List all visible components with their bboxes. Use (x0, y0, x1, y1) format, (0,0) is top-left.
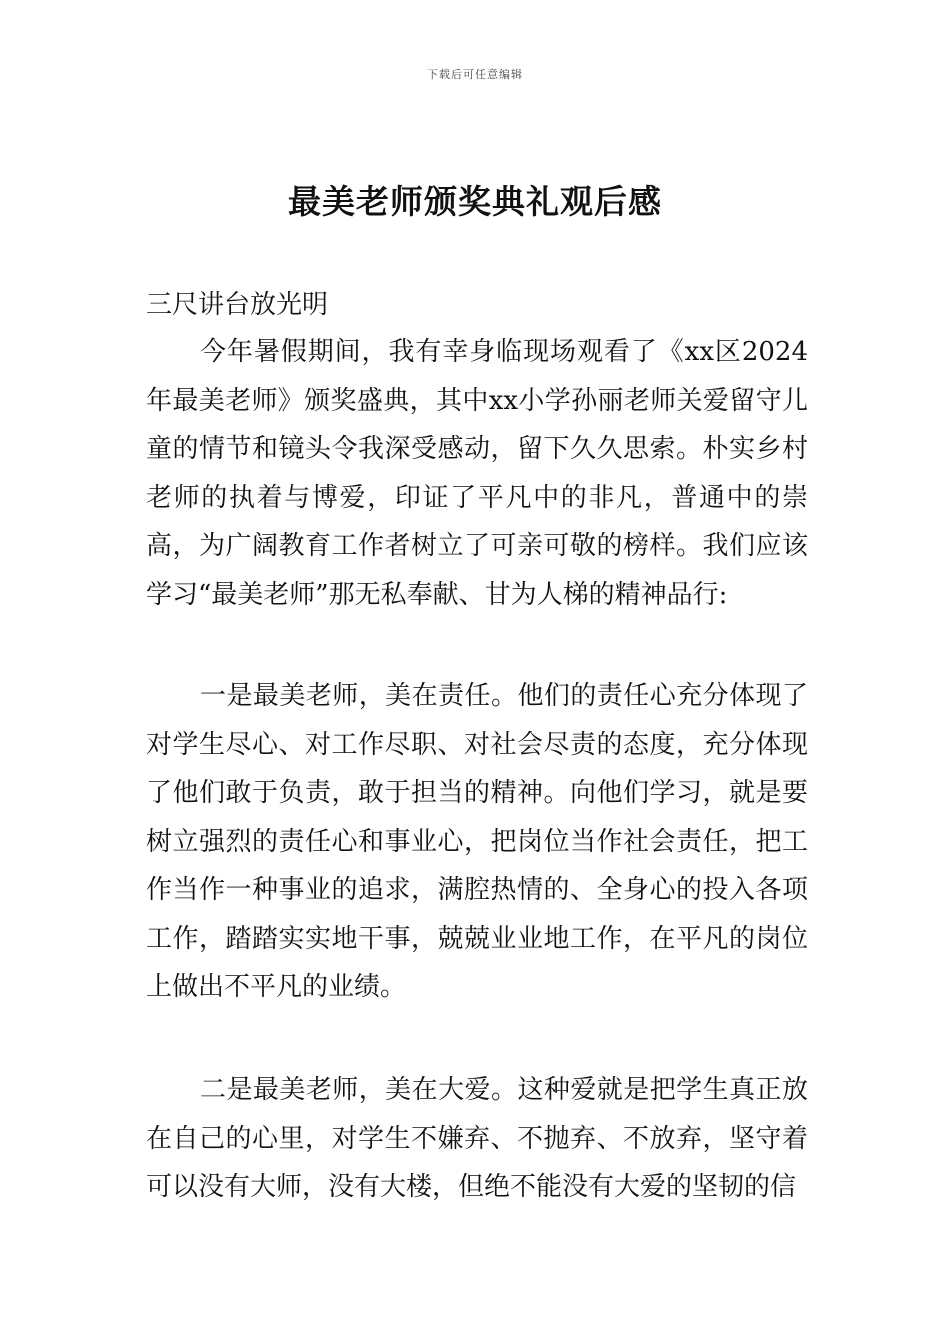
paragraph-intro: 今年暑假期间，我有幸身临现场观看了《xx区2024年最美老师》颁奖盛典，其中xx小学孙丽老师关爱留守儿童的情节和镜头令我深受感动，留下久久思索。朴实乡村老师的执着与博爱，印证了平凡中的非凡，普通中的崇高，为广阔教育工作者树立了可亲可敬的榜样。我们应该学习“最美老师”那无私奉献、甘为人梯的精神品行: (146, 337, 808, 610)
paragraph-great-love: 二是最美老师，美在大爱。这种爱就是把学生真正放在自己的心里，对学生不嫌弃、不抛弃、不放弃，坚守着可以没有大师，没有大楼，但绝不能没有大爱的坚韧的信 (146, 1075, 808, 1202)
paragraph-responsibility: 一是最美老师，美在责任。他们的责任心充分体现了对学生尽心、对工作尽职、对社会尽责的态度，充分体现了他们敢于负责，敢于担当的精神。向他们学习，就是要树立强烈的责任心和事业心，把岗位当作社会责任，把工作当作一种事业的追求，满腔热情的、全身心的投入各项工作，踏踏实实地干事，兢兢业业地工作，在平凡的岗位上做出不平凡的业绩。 (146, 681, 808, 1002)
document-subtitle: 三尺讲台放光明 (146, 290, 329, 320)
document-title: 最美老师颁奖典礼观后感 (288, 182, 662, 221)
header-note: 下载后可任意编辑 (427, 68, 523, 81)
